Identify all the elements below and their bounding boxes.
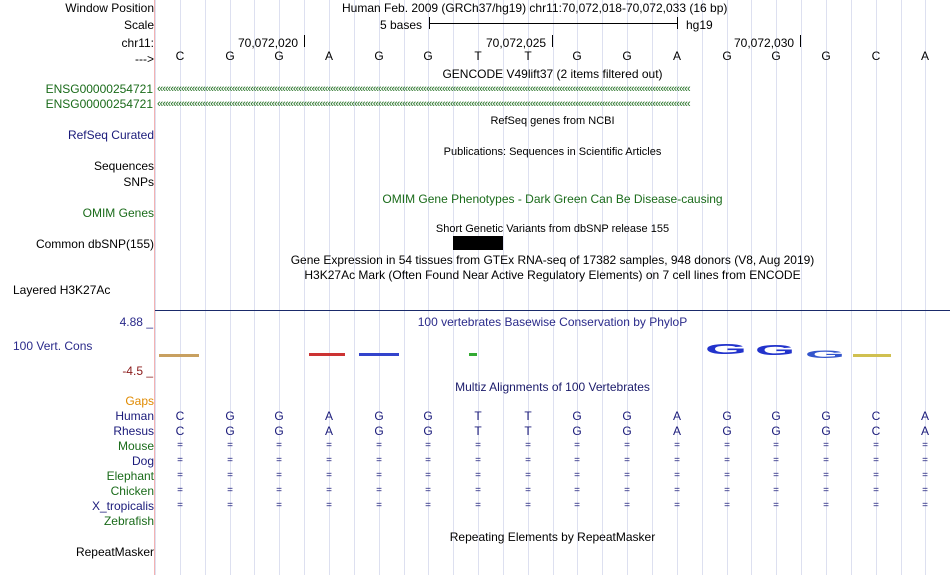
species-label[interactable]: Chicken (110, 484, 154, 498)
conservation-mark (309, 353, 345, 356)
alignment-base: = (177, 485, 183, 496)
conservation-mark (469, 353, 477, 356)
alignment-base: T (524, 409, 532, 423)
refseq-track-label[interactable]: RefSeq Curated (67, 128, 154, 142)
alignment-base: = (674, 440, 680, 451)
gene-feature[interactable]: ‹‹‹‹‹‹‹‹‹‹‹‹‹‹‹‹‹‹‹‹‹‹‹‹‹‹‹‹‹‹‹‹‹‹‹‹‹‹‹‹‹‹‹‹‹‹‹‹‹‹‹‹‹‹‹‹‹‹‹‹‹‹‹‹‹‹‹‹‹‹‹‹‹‹‹‹‹‹‹‹‹‹‹‹‹‹‹‹‹‹‹‹‹‹‹‹‹‹‹‹‹‹‹‹‹‹‹‹‹‹‹‹‹‹‹‹‹‹‹‹‹‹‹‹‹‹‹‹‹‹‹‹‹‹‹‹‹‹‹‹‹‹‹‹‹‹‹‹‹‹‹‹‹‹‹‹‹‹‹‹‹‹‹‹‹‹‹‹‹‹‹‹‹‹‹‹‹‹‹‹‹‹‹‹‹‹‹‹‹‹‹‹‹‹‹‹‹‹‹‹ (157, 99, 690, 109)
alignment-base: = (376, 485, 382, 496)
base-letter: G (771, 49, 781, 63)
dbsnp-track-label[interactable]: Common dbSNP(155) (35, 237, 154, 251)
alignment-base: C (175, 424, 185, 438)
ruler-tick (552, 35, 553, 47)
alignment-base: G (771, 409, 781, 423)
alignment-base: G (622, 409, 632, 423)
alignment-base: = (724, 500, 730, 511)
alignment-base: G (722, 424, 732, 438)
alignment-base: C (871, 409, 881, 423)
alignment-base: = (674, 470, 680, 481)
conservation-mark: G (805, 349, 845, 361)
alignment-base: = (425, 440, 431, 451)
alignment-base: = (276, 470, 282, 481)
dbsnp-track-title[interactable]: Short Genetic Variants from dbSNP release 155 (435, 223, 670, 235)
alignment-base: = (276, 440, 282, 451)
ruler-tick-label: 70,072,030 (734, 36, 795, 50)
alignment-base: = (276, 485, 282, 496)
scale-size: 5 bases (380, 18, 423, 32)
alignment-base: G (374, 424, 384, 438)
alignment-base: = (227, 485, 233, 496)
base-letter: G (374, 49, 384, 63)
alignment-base: = (674, 500, 680, 511)
alignment-base: = (574, 500, 580, 511)
alignment-base: G (274, 424, 284, 438)
alignment-base: = (475, 500, 481, 511)
conservation-logo (155, 340, 950, 365)
alignment-base: = (475, 470, 481, 481)
conservation-top-line (155, 310, 950, 311)
alignment-base: = (922, 500, 928, 511)
alignment-base: A (920, 409, 929, 423)
omim-track-title[interactable]: OMIM Gene Phenotypes - Dark Green Can Be Disease-causing (382, 192, 723, 206)
alignment-base: = (873, 470, 879, 481)
alignment-base: G (722, 409, 732, 423)
alignment-base: = (574, 485, 580, 496)
gtex-track-title[interactable]: Gene Expression in 54 tissues from GTEx RNA-seq of 17382 samples, 948 donors (V8, Aug 2019) (290, 253, 815, 267)
alignment-base: = (724, 455, 730, 466)
alignment-base: = (177, 470, 183, 481)
window-position-text: Human Feb. 2009 (GRCh37/hg19) chr11:70,072,018-70,072,033 (16 bp) (342, 1, 728, 15)
conservation-mark (159, 354, 199, 357)
alignment-base: T (474, 424, 482, 438)
gene-label[interactable]: ENSG00000254721 (45, 82, 153, 96)
alignment-base: = (326, 455, 332, 466)
alignment-base: = (922, 485, 928, 496)
alignment-base: = (177, 440, 183, 451)
conservation-mark: G (705, 341, 747, 358)
alignment-base: G (821, 424, 831, 438)
alignment-base: C (871, 424, 881, 438)
base-letter: A (672, 49, 681, 63)
base-letter: A (324, 49, 333, 63)
alignment-base: = (376, 470, 382, 481)
alignment-base: = (624, 470, 630, 481)
alignment-base: = (326, 440, 332, 451)
alignment-base: = (773, 500, 779, 511)
window-position-label: Window Position (65, 1, 154, 15)
species-label[interactable]: X_tropicalis (91, 499, 154, 513)
alignment-base: = (227, 440, 233, 451)
alignment-base: = (624, 500, 630, 511)
alignment-base: = (773, 485, 779, 496)
alignment-base: = (574, 470, 580, 481)
alignment-base: = (376, 500, 382, 511)
alignment-base: = (773, 455, 779, 466)
alignment-base: C (175, 409, 185, 423)
alignment-base: G (572, 424, 582, 438)
label-separator (154, 0, 155, 575)
alignment-base: = (873, 455, 879, 466)
alignment-base: = (873, 440, 879, 451)
alignment-base: = (326, 500, 332, 511)
conservation-track-label[interactable]: 100 Vert. Cons (13, 339, 93, 353)
alignment-base: = (475, 440, 481, 451)
h3k27ac-track-label[interactable]: Layered H3K27Ac (13, 283, 111, 297)
snps-track-label[interactable]: SNPs (123, 175, 154, 189)
alignment-base: G (225, 424, 235, 438)
base-letter: T (524, 49, 532, 63)
base-letter: G (423, 49, 433, 63)
alignment-base: G (572, 409, 582, 423)
base-letter: C (871, 49, 881, 63)
species-label[interactable]: Rhesus (113, 424, 154, 438)
base-letter: A (920, 49, 929, 63)
alignment-base: = (525, 500, 531, 511)
h3k27ac-track-title[interactable]: H3K27Ac Mark (Often Found Near Active Regulatory Elements) on 7 cell lines from ENCODE (304, 268, 801, 282)
ruler-tick (800, 35, 801, 47)
base-letter: G (225, 49, 235, 63)
gene-feature[interactable]: ‹‹‹‹‹‹‹‹‹‹‹‹‹‹‹‹‹‹‹‹‹‹‹‹‹‹‹‹‹‹‹‹‹‹‹‹‹‹‹‹‹‹‹‹‹‹‹‹‹‹‹‹‹‹‹‹‹‹‹‹‹‹‹‹‹‹‹‹‹‹‹‹‹‹‹‹‹‹‹‹‹‹‹‹‹‹‹‹‹‹‹‹‹‹‹‹‹‹‹‹‹‹‹‹‹‹‹‹‹‹‹‹‹‹‹‹‹‹‹‹‹‹‹‹‹‹‹‹‹‹‹‹‹‹‹‹‹‹‹‹‹‹‹‹‹‹‹‹‹‹‹‹‹‹‹‹‹‹‹‹‹‹‹‹‹‹‹‹‹‹‹‹‹‹‹‹‹‹‹‹‹‹‹‹‹‹‹‹‹‹‹‹‹‹‹‹‹‹‹‹ (157, 84, 690, 94)
alignment-base: = (724, 485, 730, 496)
alignment-base: = (823, 500, 829, 511)
species-label[interactable]: Dog (131, 454, 154, 468)
alignment-base: = (624, 455, 630, 466)
alignment-base: = (376, 440, 382, 451)
omim-track-label[interactable]: OMIM Genes (82, 206, 154, 220)
alignment-base: = (326, 470, 332, 481)
alignment-base: G (423, 409, 433, 423)
alignment-base: = (177, 455, 183, 466)
alignment-base: = (475, 455, 481, 466)
alignment-base: G (622, 424, 632, 438)
alignment-base: = (177, 500, 183, 511)
alignment-base: = (525, 440, 531, 451)
alignment-base: = (922, 455, 928, 466)
alignment-base: A (324, 409, 333, 423)
gridline (155, 0, 156, 575)
repeatmasker-track-label[interactable]: RepeatMasker (75, 545, 154, 559)
alignment-base: = (425, 500, 431, 511)
alignment-base: = (823, 485, 829, 496)
scale-bar (429, 23, 677, 24)
alignment-base: = (724, 470, 730, 481)
alignment-base: = (922, 440, 928, 451)
alignment-base: G (225, 409, 235, 423)
alignment-base: = (624, 485, 630, 496)
scale-assembly: hg19 (686, 18, 713, 32)
gaps-label: Gaps (125, 394, 154, 408)
base-letter: G (572, 49, 582, 63)
alignment-base: = (823, 470, 829, 481)
conservation-track-title[interactable]: 100 vertebrates Basewise Conservation by PhyloP (417, 315, 688, 329)
alignment-base: = (425, 455, 431, 466)
alignment-base: = (227, 470, 233, 481)
alignment-base: = (525, 485, 531, 496)
alignment-base: G (374, 409, 384, 423)
alignment-base: G (821, 409, 831, 423)
base-letter: T (474, 49, 482, 63)
base-letter: G (821, 49, 831, 63)
multiz-track-title[interactable]: Multiz Alignments of 100 Vertebrates (455, 380, 650, 394)
alignment-base: = (624, 440, 630, 451)
ruler-tick-label: 70,072,020 (238, 36, 299, 50)
base-letter: G (622, 49, 632, 63)
repeatmasker-track-title[interactable]: Repeating Elements by RepeatMasker (449, 530, 656, 544)
base-letter: C (175, 49, 185, 63)
alignment-base: T (474, 409, 482, 423)
species-label[interactable]: Human (115, 409, 154, 423)
alignment-base: = (475, 485, 481, 496)
scale-bar-right (677, 17, 678, 29)
ruler-tick-label: 70,072,025 (486, 36, 547, 50)
strand-label: ---> (135, 52, 154, 66)
publications-track-label[interactable]: Sequences (93, 159, 154, 173)
conservation-mark: G (755, 342, 795, 359)
gene-label[interactable]: ENSG00000254721 (45, 97, 153, 111)
snp-feature[interactable] (453, 236, 503, 250)
alignment-base: = (873, 485, 879, 496)
alignment-base: = (425, 485, 431, 496)
alignment-base: G (423, 424, 433, 438)
alignment-base: A (324, 424, 333, 438)
alignment-base: A (672, 409, 681, 423)
alignment-base: = (276, 455, 282, 466)
alignment-base: = (674, 455, 680, 466)
conservation-max-label: 4.88 _ (119, 315, 153, 329)
species-label[interactable]: Zebrafish (103, 514, 154, 528)
alignment-base: = (724, 440, 730, 451)
species-label[interactable]: Mouse (117, 439, 154, 453)
alignment-base: = (823, 455, 829, 466)
alignment-base: = (227, 455, 233, 466)
alignment-base: = (376, 455, 382, 466)
base-letter: G (722, 49, 732, 63)
alignment-base: = (773, 440, 779, 451)
alignment-base: = (525, 470, 531, 481)
alignment-base: A (920, 424, 929, 438)
alignment-base: = (773, 470, 779, 481)
alignment-base: G (771, 424, 781, 438)
conservation-mark (853, 354, 891, 357)
alignment-base: = (823, 440, 829, 451)
ruler-tick (304, 35, 305, 47)
refseq-track-title[interactable]: RefSeq genes from NCBI (490, 115, 615, 127)
alignment-base: A (672, 424, 681, 438)
scale-label: Scale (123, 18, 154, 32)
alignment-base: = (574, 440, 580, 451)
publications-track-title[interactable]: Publications: Sequences in Scientific Articles (443, 146, 662, 158)
base-letter: G (274, 49, 284, 63)
alignment-base: = (873, 500, 879, 511)
alignment-base: G (274, 409, 284, 423)
alignment-base: T (524, 424, 532, 438)
alignment-base: = (574, 455, 580, 466)
alignment-base: = (326, 485, 332, 496)
alignment-base: = (525, 455, 531, 466)
alignment-base: = (227, 500, 233, 511)
alignment-base: = (276, 500, 282, 511)
alignment-base: = (674, 485, 680, 496)
alignment-base: = (425, 470, 431, 481)
alignment-base: = (922, 470, 928, 481)
gencode-track-title[interactable]: GENCODE V49lift37 (2 items filtered out) (442, 67, 663, 81)
ruler-chrom-label: chr11: (121, 36, 154, 50)
conservation-min-label: -4.5 _ (122, 364, 153, 378)
conservation-mark (359, 353, 399, 356)
species-label[interactable]: Elephant (106, 469, 154, 483)
